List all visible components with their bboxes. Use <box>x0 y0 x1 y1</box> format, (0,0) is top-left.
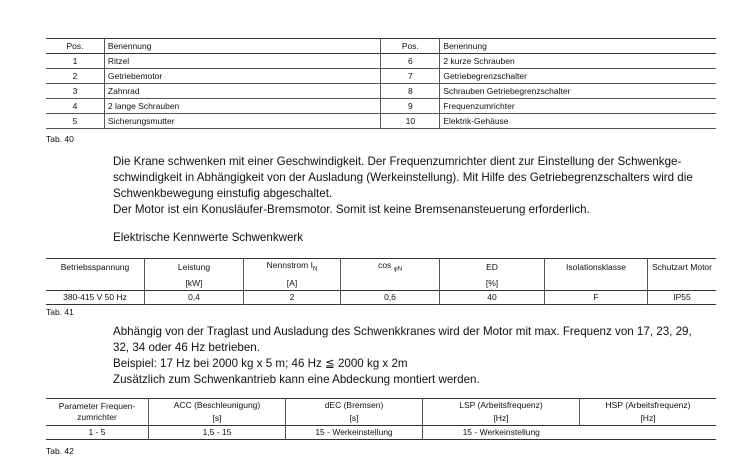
unit-cell <box>341 277 440 291</box>
column-header-name-2: Benennung <box>443 41 487 51</box>
parts-table <box>46 38 716 129</box>
column-header-pos: Pos. <box>46 39 104 54</box>
cell-pos: 3 <box>46 84 104 99</box>
unit-cell: [A] <box>244 277 341 291</box>
column-header-ed: ED <box>440 259 545 277</box>
text-line: Beispiel: 17 Hz bei 2000 kg x 5 m; 46 Hz ≦ 2000 kg x 2m <box>113 357 408 370</box>
table-row <box>46 84 716 99</box>
table-row <box>46 426 716 440</box>
cell-cos: 0,6 <box>341 290 440 304</box>
column-header-lsp: LSP (Arbeitsfrequenz) <box>423 399 580 413</box>
cell-pos: 8 <box>381 84 440 99</box>
cell-name: Sicherungsmutter <box>104 114 381 129</box>
cell-lsp: 15 - Werkeinstellung <box>286 426 423 440</box>
column-header-name: Benennung <box>104 39 381 54</box>
text-line: Die Krane schwenken mit einer Geschwindigkeit. Der Frequenzumrichter dient zur Einstellung der Schwenkge- <box>113 155 682 168</box>
cell-voltage: 380-415 V 50 Hz <box>46 290 145 304</box>
cell-name: Schrauben Getriebegrenzschalter <box>443 86 571 96</box>
column-header-voltage: Betriebsspannung <box>46 259 145 277</box>
section-heading: Elektrische Kennwerte Schwenkwerk <box>113 231 304 244</box>
cell-name: Getriebemotor <box>104 69 381 84</box>
text-line: Abhängig von der Traglast und Ausladung des Schwenkkranes wird der Motor mit max. Frequenz von 17, 23, 29, <box>113 325 692 338</box>
frequency-converter-table <box>46 398 716 440</box>
cell-dec: 1,5 - 15 <box>149 426 286 440</box>
cell-hsp: 15 - Werkeinstellung <box>462 427 540 437</box>
cell-pos: 10 <box>381 114 440 129</box>
unit-cell: [s] <box>149 412 286 426</box>
unit-cell: [Hz] <box>640 413 656 423</box>
unit-cell <box>648 277 717 291</box>
table-caption-42: Tab. 42 <box>46 446 74 456</box>
table-header-row <box>46 399 716 413</box>
cell-name: Frequenzumrichter <box>443 101 515 111</box>
cell-pos: 7 <box>381 69 440 84</box>
table-row <box>46 54 716 69</box>
cell-power: 0,4 <box>145 290 244 304</box>
cell-name: Zahnrad <box>104 84 381 99</box>
column-header-acc: ACC (Beschleunigung) <box>149 399 286 413</box>
unit-cell: [%] <box>440 277 545 291</box>
row-header-param: Parameter Frequen-zumrichter <box>46 399 149 426</box>
frequency-paragraph <box>113 324 723 388</box>
table-caption-40: Tab. 40 <box>46 134 74 144</box>
cell-name: Getriebegrenzschalter <box>443 71 527 81</box>
table-header-row <box>46 259 716 277</box>
cell-pos: 5 <box>46 114 104 129</box>
text-line: Der Motor ist ein Konusläufer-Bremsmotor. Somit ist keine Bremsenansteuerung erforderlich. <box>113 203 590 216</box>
table-caption-41: Tab. 41 <box>46 307 74 317</box>
cell-pos: 1 <box>46 54 104 69</box>
cell-pos: 6 <box>381 54 440 69</box>
unit-cell: [Hz] <box>423 412 580 426</box>
unit-cell: [kW] <box>145 277 244 291</box>
cell-insulation: F <box>545 290 648 304</box>
unit-cell <box>545 277 648 291</box>
table-row <box>46 99 716 114</box>
table-row <box>46 69 716 84</box>
cell-pos: 4 <box>46 99 104 114</box>
column-header-current: Nennstrom $I_N$ <box>244 259 341 277</box>
description-paragraph <box>113 154 723 218</box>
column-header-power: Leistung <box>145 259 244 277</box>
text-line: schwindigkeit in Abhängigkeit von der Ausladung (Werkeinstellung). Mit Hilfe des Getriebegrenzschalters wird die <box>113 171 693 184</box>
column-header-pos-2: Pos. <box>381 39 440 54</box>
column-header-protection: Schutzart Motor <box>652 262 712 273</box>
table-row <box>46 114 716 129</box>
column-header-insulation: Isolationsklasse <box>545 259 648 277</box>
table-header-row <box>46 39 716 54</box>
electrical-specs-table <box>46 258 716 305</box>
cell-name: 2 kurze Schrauben <box>443 56 515 66</box>
text-line: Zusätzlich zum Schwenkantrieb kann eine Abdeckung montiert werden. <box>113 373 480 386</box>
table-unit-row <box>46 277 716 291</box>
unit-cell <box>46 277 145 291</box>
unit-cell: [s] <box>286 412 423 426</box>
column-header-hsp: HSP (Arbeitsfrequenz) <box>605 400 691 410</box>
cell-current: 2 <box>244 290 341 304</box>
cell-ed: 40 <box>440 290 545 304</box>
cell-name: Elektrik-Gehäuse <box>443 116 509 126</box>
cell-protection: IP55 <box>673 291 691 302</box>
cell-pos: 9 <box>381 99 440 114</box>
text-line: 32, 34 oder 46 Hz betrieben. <box>113 341 260 354</box>
cell-name: Ritzel <box>104 54 381 69</box>
column-header-cos: cos $_{\varphi N}$ <box>341 259 440 277</box>
text-line: Schwenkbewegung einstufig abgeschaltet. <box>113 187 333 200</box>
cell-acc: 1 - 5 <box>46 426 149 440</box>
cell-name: 2 lange Schrauben <box>104 99 381 114</box>
column-header-dec: dEC (Bremsen) <box>286 399 423 413</box>
cell-pos: 2 <box>46 69 104 84</box>
table-row <box>46 290 716 304</box>
